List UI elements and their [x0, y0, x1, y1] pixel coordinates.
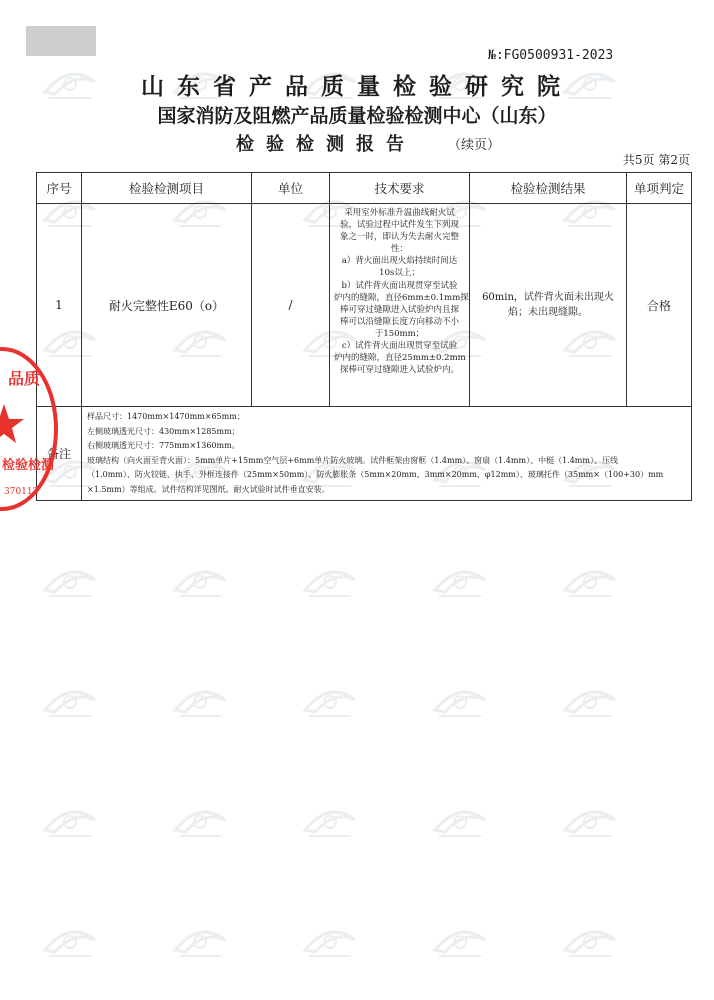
watermark-logo-icon	[425, 680, 495, 730]
watermark-logo-icon	[165, 680, 235, 730]
inspection-table	[36, 172, 692, 501]
watermark-logo-icon	[35, 800, 105, 850]
watermark-logo-icon	[35, 920, 105, 970]
institute-title: 山东省产品质量检验研究院	[141, 73, 573, 100]
watermark-logo-icon	[165, 920, 235, 970]
watermark-logo-icon	[165, 560, 235, 610]
remark-row	[37, 407, 692, 501]
header-result: 检验检测结果	[470, 173, 627, 204]
watermark-logo-icon	[295, 800, 365, 850]
watermark-logo-icon	[295, 680, 365, 730]
svg-text:检验检测: 检验检测	[2, 458, 55, 473]
watermark-logo-icon	[555, 800, 625, 850]
watermark-logo-icon	[425, 800, 495, 850]
watermark-logo-icon	[295, 560, 365, 610]
svg-text:品质: 品质	[8, 369, 41, 388]
header-index: 序号	[37, 173, 82, 204]
row-unit: /	[252, 204, 330, 407]
table-row	[37, 204, 692, 407]
watermark-logo-icon	[35, 560, 105, 610]
header-judgement: 单项判定	[627, 173, 692, 204]
watermark-logo-icon	[295, 920, 365, 970]
watermark-logo-icon	[555, 680, 625, 730]
watermark-logo-icon	[425, 920, 495, 970]
continued-label: （续页）	[448, 138, 501, 153]
watermark-logo-icon	[555, 560, 625, 610]
header-item: 检验检测项目	[82, 173, 252, 204]
watermark-logo-icon	[555, 920, 625, 970]
report-title: 检验检测报告	[236, 134, 416, 155]
row-item: 耐火完整性E60（o）	[82, 204, 252, 407]
redacted-block	[26, 26, 96, 56]
row-judgement: 合格	[627, 204, 692, 407]
watermark-logo-icon	[425, 560, 495, 610]
remark-label: 备注	[37, 407, 82, 501]
header-unit: 单位	[252, 173, 330, 204]
row-index: 1	[37, 204, 82, 407]
watermark-logo-icon	[165, 800, 235, 850]
watermark-logo-icon	[35, 680, 105, 730]
row-result: 60min，试件背火面未出现火 焰；未出现缝隙。	[470, 204, 627, 407]
center-title: 国家消防及阻燃产品质量检验检测中心（山东）	[157, 105, 557, 127]
header-requirement: 技术要求	[330, 173, 470, 204]
page-info: 共5页 第2页	[622, 153, 690, 167]
report-number: №:FG0500931-2023	[488, 48, 614, 63]
table-header-row	[37, 173, 692, 204]
remark-content: 样品尺寸：1470mm×1470mm×65mm； 左侧玻璃透光尺寸：430mm×1285mm； 右侧玻璃透光尺寸：775mm×1360mm。 玻璃结构（向火面至背火面）：5mm单片+15mm空气层+6mm单片防火玻璃。试件框架由窗框（1.4mm）、窗扇（1.4mm）、中梃（1.4mm）、压线 （1.0mm）、防火铰链、执手、外框连接件（25mm×50mm）、防火膨胀条（5mm×20mm、3mm×20mm、φ12mm）、玻璃托件（35mm×（100+30）mm ×1.5mm）等组成。试件结构详见图纸。耐火试验时试件垂直安装。	[82, 407, 692, 501]
row-requirement: 采用室外标准升温曲线耐火试 验，试验过程中试件发生下列现 象之一时，即认为失去耐火完整 性： a）背火面出现火焰持续时间达 10s以上； b）试件背火面出现贯穿至试验 炉内的缝隙，直径6mm±0.1mm探 棒可穿过缝隙进入试验炉内且探 棒可以沿缝隙长度方向移动不小 于150mm； c）试件背火面出现贯穿至试验 炉内的缝隙，直径25mm±0.2mm 探棒可穿过缝隙进入试验炉内。	[330, 204, 470, 407]
svg-text:370112: 370112	[4, 487, 39, 497]
